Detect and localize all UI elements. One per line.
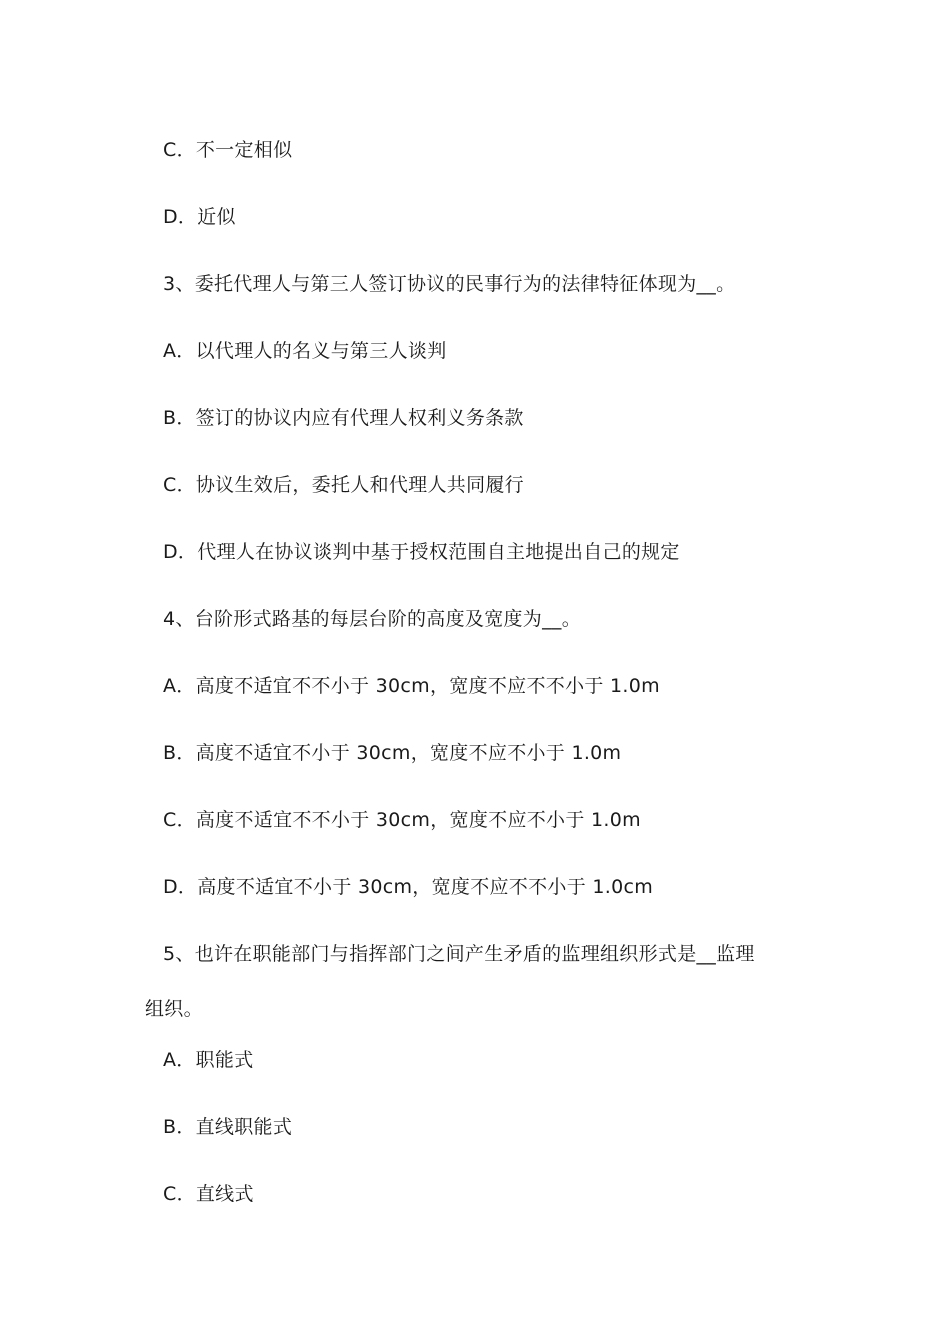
option-b-q5: B．直线职能式	[163, 1116, 293, 1138]
option-c-q3: C．协议生效后，委托人和代理人共同履行	[163, 474, 524, 496]
option-d-q3: D．代理人在协议谈判中基于授权范围自主地提出自己的规定	[163, 541, 680, 563]
question-4: 4、台阶形式路基的每层台阶的高度及宽度为__。	[163, 608, 581, 630]
question-5: 5、也许在职能部门与指挥部门之间产生矛盾的监理组织形式是__监理	[163, 943, 755, 965]
option-c-q2: C．不一定相似	[163, 139, 293, 161]
option-a-q3: A．以代理人的名义与第三人谈判	[163, 340, 447, 362]
option-c-q5: C．直线式	[163, 1183, 254, 1205]
option-c-q4: C．高度不适宜不不小于 30cm，宽度不应不小于 1.0m	[163, 809, 641, 831]
option-a-q5: A．职能式	[163, 1049, 254, 1071]
option-b-q3: B．签订的协议内应有代理人权利义务条款	[163, 407, 524, 429]
question-5-continued: 组织。	[145, 998, 203, 1020]
option-b-q4: B．高度不适宜不小于 30cm，宽度不应不小于 1.0m	[163, 742, 622, 764]
option-d-q2: D．近似	[163, 206, 236, 228]
question-3: 3、委托代理人与第三人签订协议的民事行为的法律特征体现为__。	[163, 273, 736, 295]
option-a-q4: A．高度不适宜不不小于 30cm，宽度不应不不小于 1.0m	[163, 675, 660, 697]
option-d-q4: D．高度不适宜不小于 30cm，宽度不应不不小于 1.0cm	[163, 876, 654, 898]
